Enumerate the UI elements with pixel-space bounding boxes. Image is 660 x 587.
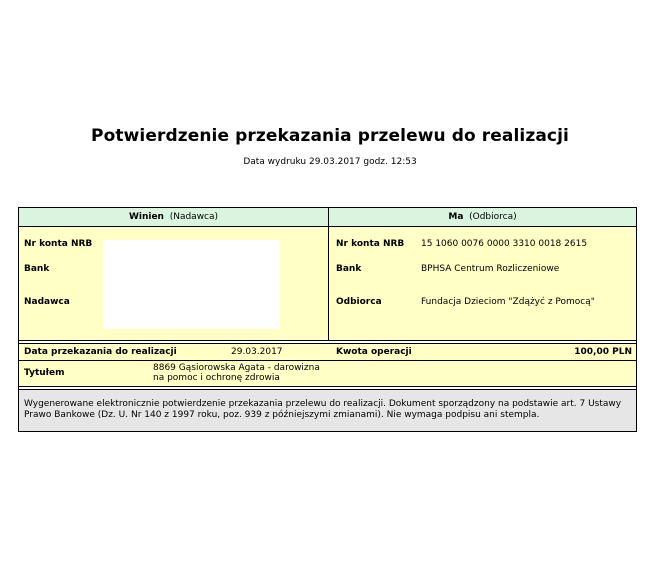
debit-account-label: Nr konta NRB bbox=[24, 239, 93, 249]
sender-label: Nadawca bbox=[24, 297, 70, 307]
debit-header-title: Winien bbox=[128, 212, 164, 222]
recipient-value: Fundacja Dzieciom "Zdążyć z Pomocą" bbox=[421, 297, 595, 307]
transfer-date-value: 29.03.2017 bbox=[231, 347, 283, 357]
transfer-title-line-2: na pomoc i ochronę zdrowia bbox=[153, 373, 280, 383]
document-title: Potwierdzenie przekazania przelewu do realizacji bbox=[91, 126, 569, 146]
print-date: Data wydruku 29.03.2017 godz. 12:53 bbox=[243, 157, 417, 167]
transfer-date-label: Data przekazania do realizacji bbox=[24, 347, 177, 357]
transfer-confirmation bbox=[18, 207, 637, 432]
transfer-title-row bbox=[19, 361, 636, 386]
debit-header bbox=[19, 208, 329, 227]
credit-account-label: Nr konta NRB bbox=[336, 239, 405, 249]
credit-bank-label: Bank bbox=[336, 264, 362, 274]
credit-panel bbox=[329, 227, 636, 340]
amount-label: Kwota operacji bbox=[336, 347, 412, 357]
transfer-title-label: Tytułem bbox=[24, 368, 65, 378]
legal-notice: Wygenerowane elektronicznie potwierdzenie przekazania przelewu do realizacji. Dokument sporządzony na podstawie art. 7 Ustawy Prawo Bankowe (Dz. U. Nr 140 z 1997 roku, poz. 939 z późniejszymi zmianami). Nie wymaga podpisu ani stempla. bbox=[19, 390, 636, 431]
debit-bank-label: Bank bbox=[24, 264, 50, 274]
transfer-date-row bbox=[19, 344, 636, 361]
recipient-label: Odbiorca bbox=[336, 297, 382, 307]
credit-account-value: 15 1060 0076 0000 3310 0018 2615 bbox=[421, 239, 588, 249]
amount-value: 100,00 PLN bbox=[574, 347, 632, 357]
debit-panel bbox=[19, 227, 329, 340]
credit-header-title: Ma bbox=[448, 212, 464, 222]
credit-bank-value: BPHSA Centrum Rozliczeniowe bbox=[421, 264, 560, 274]
credit-header bbox=[329, 208, 636, 227]
debit-header-note: (Nadawca) bbox=[169, 212, 219, 222]
redacted-sender-area bbox=[103, 240, 280, 329]
transfer-title-line-1: 8869 Gąsiorowska Agata - darowizna bbox=[153, 363, 320, 373]
credit-header-note: (Odbiorca) bbox=[469, 212, 517, 222]
